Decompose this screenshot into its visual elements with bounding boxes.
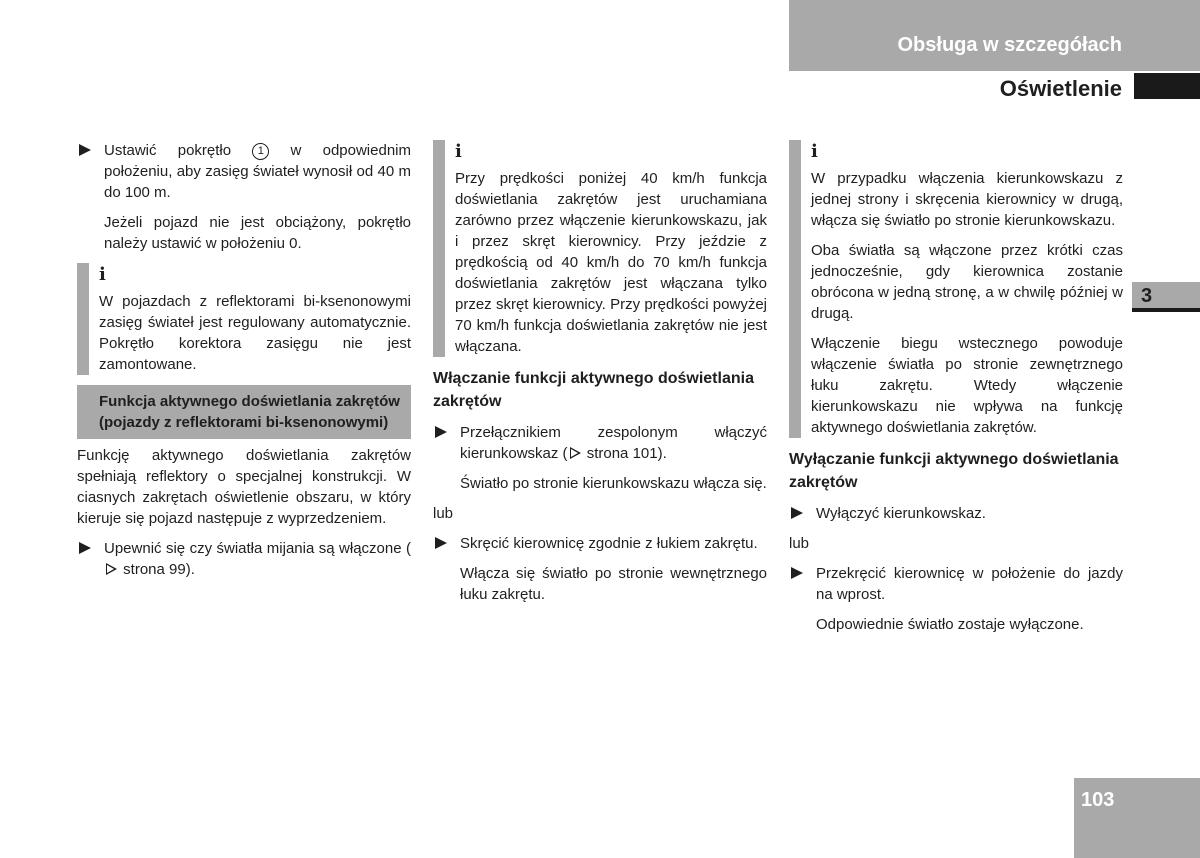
bullet-triangle-icon [435, 426, 447, 438]
instruction-item: Wyłączyć kierunkowskaz. [789, 503, 1123, 524]
paragraph: Funkcję aktywnego doświetlania zakrętów spełniają reflektory o specjalnej konstrukcji. W ciasnych zakrętach oświetlenie obszaru, w który kieruje się pojazd następuje z wyprzedzeniem. [77, 447, 411, 527]
info-icon: i [811, 141, 818, 162]
bullet-triangle-icon [791, 507, 803, 519]
info-note [789, 140, 1123, 438]
bullet-triangle-icon [79, 542, 91, 554]
section-marker-bar [1134, 73, 1200, 99]
instruction-item: Upewnić się czy światła mijania są włączone ( strona 99). [77, 538, 411, 580]
page-reference-arrow-icon [570, 447, 581, 459]
column-1 [77, 140, 411, 589]
instruction-item: Przekręcić kierownicę w położenie do jazdy na wprost. [789, 563, 1123, 605]
section-box-title: Funkcja aktywnego doświetlania zakrętów (pojazdy z reflektorami bi-ksenonowymi) [77, 385, 411, 439]
column-2 [433, 140, 767, 614]
page-number: 103 [1081, 789, 1115, 811]
note-text: Oba światła są włączone przez krótki czas jednocześnie, gdy kierownica zostanie obrócona w jedną stronę, a w chwilę później w drugą. [811, 242, 1123, 322]
alternative-label: lub [789, 535, 810, 552]
subsection-heading: Włączanie funkcji aktywnego doświetlania zakrętów [433, 370, 754, 410]
paragraph: Włącza się światło po stronie wewnętrznego łuku zakrętu. [460, 565, 767, 603]
paragraph: Jeżeli pojazd nie jest obciążony, pokrętło należy ustawić w położeniu 0. [104, 214, 411, 252]
note-text: Przy prędkości poniżej 40 km/h funkcja doświetlania zakrętów jest uruchamiana zarówno przez włączenie kierunkowskazu, jak i przez skręt kierownicy. Przy jeździe z prędkością od 40 km/h do 70 km/h funkcja doświetlania zakrętów jest włączana tylko przez skręt kierownicy. Przy prędkości powyżej 70 km/h funkcja doświetlania zakrętów nie jest włączana. [455, 170, 767, 355]
note-text: W przypadku włączenia kierunkowskazu z jednej strony i skręcenia kierownicy w drugą, włącza się światło po stronie kierunkowskazu. [811, 170, 1123, 229]
bullet-triangle-icon [791, 567, 803, 579]
alternative-label: lub [433, 505, 454, 522]
page-reference-arrow-icon [106, 563, 117, 575]
info-icon: i [455, 141, 462, 162]
paragraph: Światło po stronie kierunkowskazu włącza się. [460, 475, 767, 492]
chapter-tab: 3 [1132, 282, 1200, 308]
chapter-title: Obsługa w szczegółach [897, 34, 1122, 56]
info-note [77, 263, 411, 375]
paragraph: Odpowiednie światło zostaje wyłączone. [816, 616, 1084, 633]
section-title: Oświetlenie [999, 76, 1122, 101]
note-text: W pojazdach z reflektorami bi-ksenonowymi zasięg świateł jest regulowany automatycznie. Pokrętło korektora zasięgu nie jest zamontowane. [99, 293, 411, 373]
column-3 [789, 140, 1123, 644]
instruction-item: Ustawić pokrętło 1 w odpowiednim położeniu, aby zasięg świateł wynosił od 40 m do 100 m. [77, 140, 411, 203]
info-icon: i [99, 264, 106, 285]
info-note [433, 140, 767, 357]
bullet-triangle-icon [435, 537, 447, 549]
note-text: Włączenie biegu wstecznego powoduje włączenie światła po stronie zewnętrznego łuku zakrętu. Wtedy włączenie kierunkowskazu nie wpływa na funkcję aktywnego doświetlania zakrętów. [811, 335, 1123, 436]
callout-number-icon: 1 [252, 143, 269, 160]
bullet-triangle-icon [79, 144, 91, 156]
instruction-item: Skręcić kierownicę zgodnie z łukiem zakrętu. [433, 533, 767, 554]
chapter-tab-underline [1132, 308, 1200, 312]
instruction-item: Przełącznikiem zespolonym włączyć kierunkowskaz ( strona 101). [433, 422, 767, 464]
subsection-heading: Wyłączanie funkcji aktywnego doświetlania zakrętów [789, 451, 1119, 491]
